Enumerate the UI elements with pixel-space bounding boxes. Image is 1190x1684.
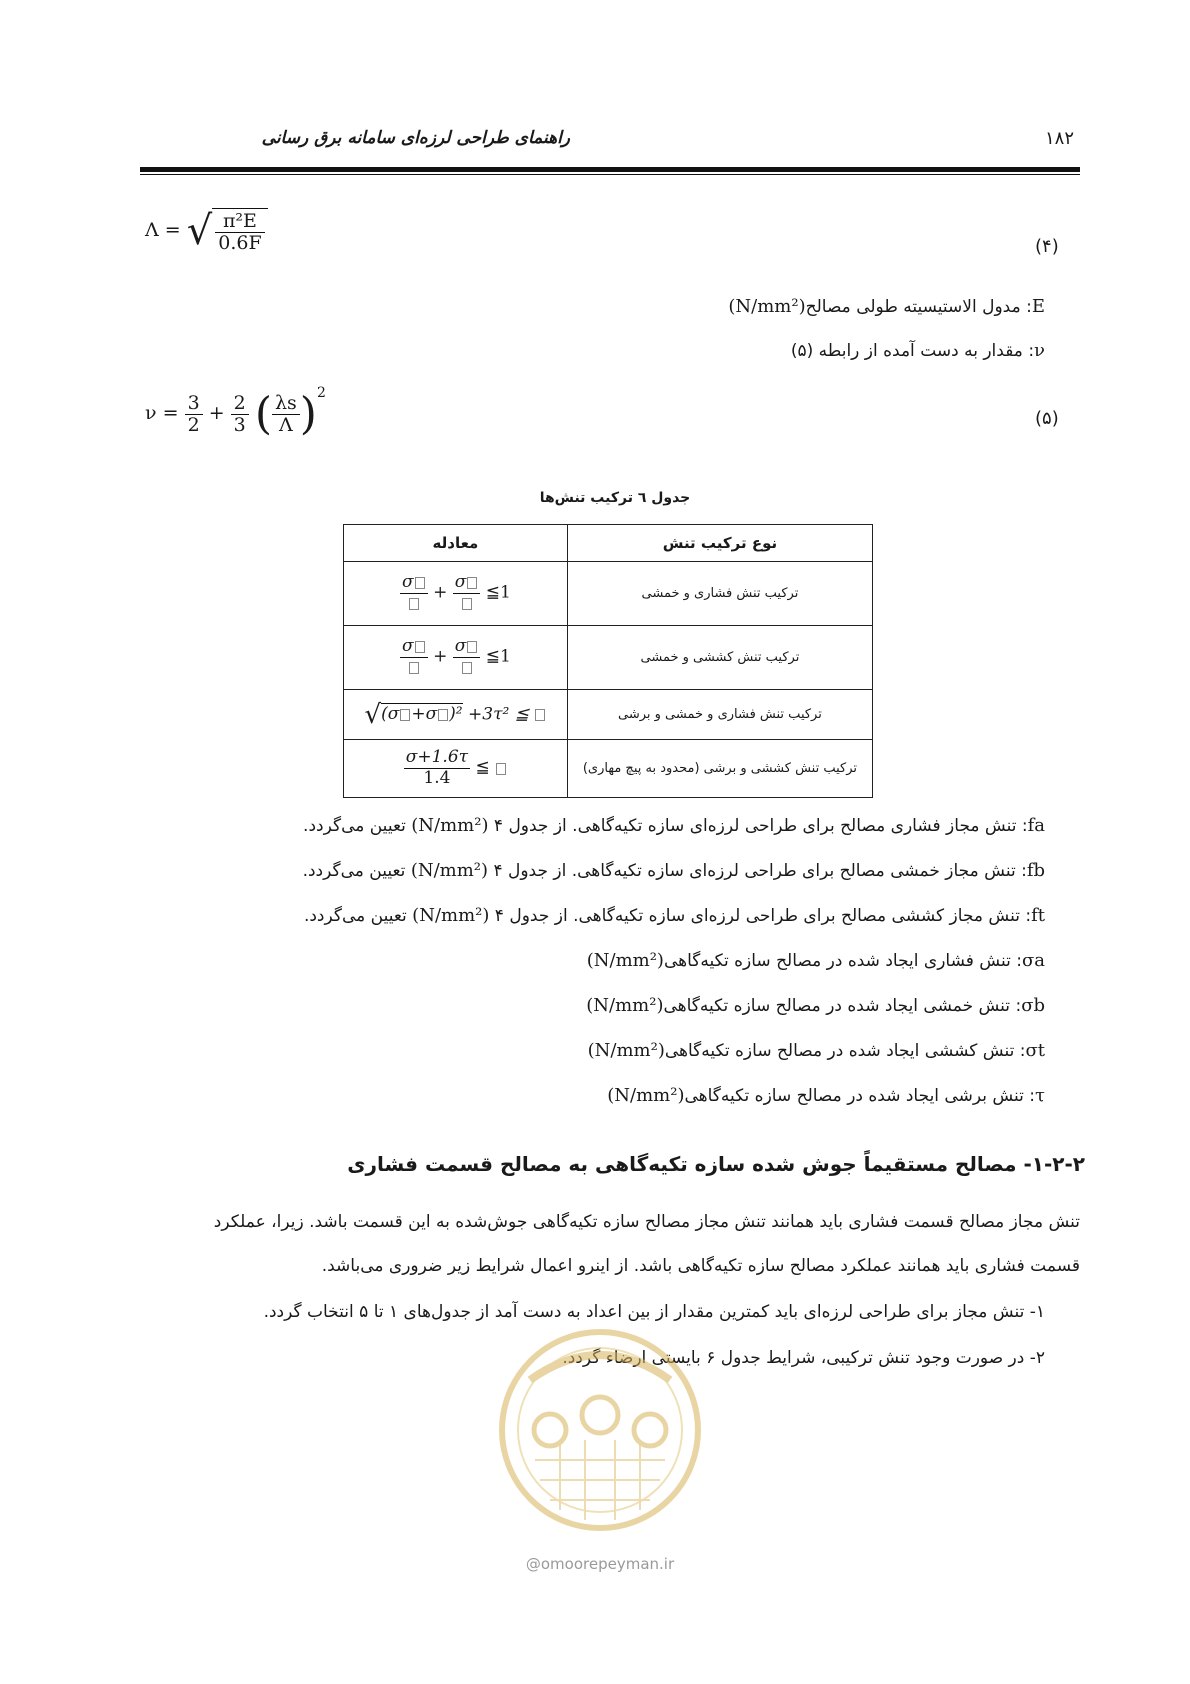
formula-5-lhs: ν = (145, 402, 179, 424)
frac-num: 2 (231, 393, 249, 415)
formula-4-number: (۴) (1035, 236, 1059, 257)
def-unit: (N/mm²) (728, 296, 806, 317)
frac-den: 3 (233, 413, 246, 436)
frac-num: 3 (185, 393, 203, 415)
formula-4-lhs: Λ = (145, 218, 181, 241)
plus-sign: + (208, 402, 225, 424)
table-cell-equation: σ + σ ≦1 (344, 626, 568, 690)
header-rule (140, 167, 1080, 172)
def-text: : مدول الاستیسیته طولی مصالح (805, 297, 1032, 317)
table-row (344, 562, 873, 626)
table-cell-equation: σ + σ ≦1 (344, 562, 568, 626)
table-cell-equation: $\frac{\sigma+1.6\tau}{1.4}$ ≦ (344, 740, 568, 798)
table-row (344, 740, 873, 798)
list-item: ۱- تنش مجاز برای طراحی لرزه‌ای باید کمترین مقدار از بین اعداد به دست آمد از جدول‌های ۱ تا ۵ انتخاب گردد. (263, 1302, 1045, 1322)
stress-combination-table (343, 524, 873, 798)
watermark-text: @omoorepeyman.ir (525, 1555, 675, 1573)
frac-den: Λ (279, 413, 293, 436)
list-item: ۲- در صورت وجود تنش ترکیبی، شرایط جدول ۶ بایستی ارضاء گردد. (562, 1348, 1045, 1368)
table-row (344, 626, 873, 690)
col-header-equation: معادله (344, 525, 568, 562)
paragraph-line: تنش مجاز مصالح قسمت فشاری باید همانند تنش مجاز مصالح سازه تکیه‌گاهی جوش‌شده به این قسمت باشد. زیرا، عملکرد (213, 1212, 1080, 1232)
definition-E (728, 296, 1045, 317)
definition-ft: ft: تنش مجاز کششی مصالح برای طراحی لرزه‌ای سازه تکیه‌گاهی. از جدول ۴ (N/mm²) تعیین می‌گردد. (303, 905, 1045, 926)
table-cell-type: ترکیب تنش فشاری و خمشی (567, 562, 872, 626)
watermark-stamp (490, 1320, 710, 1540)
sqrt-sign: √ $\frac{\text{π²E}}{0.6F}$ (187, 208, 268, 254)
section-heading: ۱-۲-۲- مصالح مستقیماً جوش شده سازه تکیه‌گاهی به مصالح قسمت فشاری (347, 1152, 1085, 1176)
def-symbol: ν (1034, 340, 1045, 361)
table-row (344, 690, 873, 740)
table-caption: جدول ٦ ترکیب تنش‌ها (539, 490, 691, 506)
definition-sigma-a: σa: تنش فشاری ایجاد شده در مصالح سازه تکیه‌گاهی(N/mm²) (586, 950, 1045, 971)
definition-sigma-t: σt: تنش کششی ایجاد شده در مصالح سازه تکیه‌گاهی(N/mm²) (587, 1040, 1045, 1061)
table-cell-type: ترکیب تنش فشاری و خمشی و برشی (567, 690, 872, 740)
formula-5: ν = $\frac{3}{2}$ + $\frac{2}{3}$ ( $\frac{\lambda s}{\Lambda}$ )$^2$ (145, 385, 326, 440)
definition-nu (791, 340, 1045, 361)
def-symbol: E (1031, 296, 1045, 317)
page-number: ۱۸۲ (1045, 128, 1075, 149)
definition-tau: τ: تنش برشی ایجاد شده در مصالح سازه تکیه‌گاهی(N/mm²) (607, 1085, 1045, 1106)
table-cell-type: ترکیب تنش کششی و برشی (محدود به پیچ مهاری) (567, 740, 872, 798)
definition-fa: fa: تنش مجاز فشاری مصالح برای طراحی لرزه‌ای سازه تکیه‌گاهی. از جدول ۴ (N/mm²) تعیین می‌گردد. (303, 815, 1045, 836)
formula-5-number: (۵) (1035, 408, 1059, 429)
definition-fb: fb: تنش مجاز خمشی مصالح برای طراحی لرزه‌ای سازه تکیه‌گاهی. از جدول ۴ (N/mm²) تعیین می‌گردد. (302, 860, 1045, 881)
def-text: : مقدار به دست آمده از رابطه (۵) (790, 341, 1035, 361)
table-cell-type: ترکیب تنش کششی و خمشی (567, 626, 872, 690)
frac-num: λs (272, 393, 300, 415)
definition-sigma-b: σb: تنش خمشی ایجاد شده در مصالح سازه تکیه‌گاهی(N/mm²) (586, 995, 1045, 1016)
header-rule-thin (140, 174, 1080, 175)
table-cell-equation: √(σ +σ )² +3τ² ≦ (344, 690, 568, 740)
formula-5-power: 2 (316, 385, 326, 401)
col-header-type: نوع ترکیب تنش (567, 525, 872, 562)
paragraph-line: قسمت فشاری باید همانند عملکرد مصالح سازه تکیه‌گاهی باشد. از اینرو اعمال شرایط زیر ضروری می‌باشد. (321, 1256, 1080, 1276)
running-header-title: راهنمای طراحی لرزه‌ای سامانه برق رسانی (261, 128, 570, 148)
frac-den: 2 (187, 413, 200, 436)
formula-4-numerator: π²E (215, 211, 264, 233)
formula-4-denominator: 0.6F (218, 231, 262, 254)
formula-4 (145, 208, 268, 254)
